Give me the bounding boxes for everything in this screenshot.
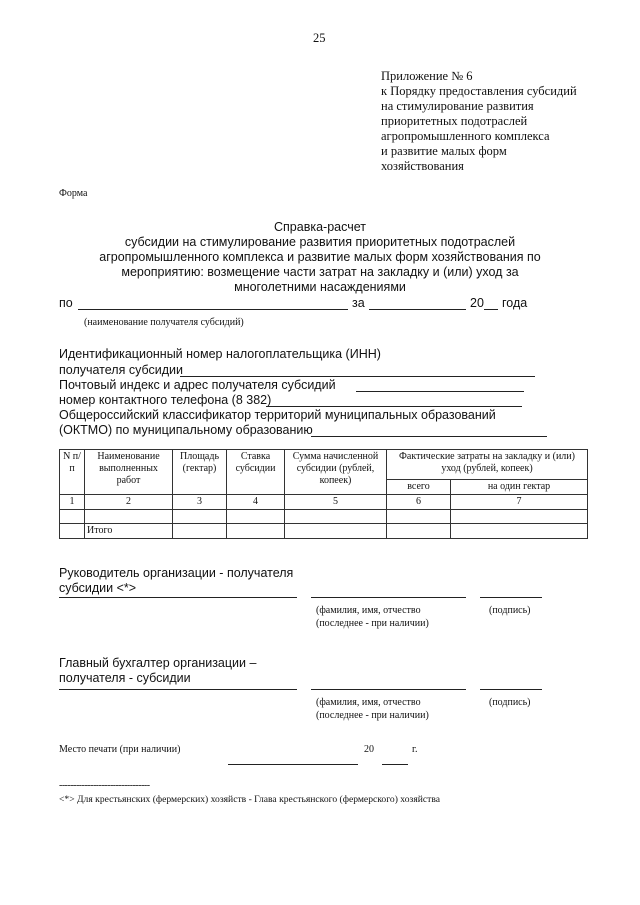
stamp-label: Место печати (при наличии) xyxy=(59,744,181,755)
period-za: за xyxy=(352,296,365,310)
year-line[interactable] xyxy=(484,309,498,310)
head-label: Руководитель организации - получателя xyxy=(59,566,294,580)
table-cell[interactable] xyxy=(60,510,85,524)
stamp-year-line[interactable] xyxy=(382,764,408,765)
col-number: 1 xyxy=(60,495,85,510)
footnote-separator: -------------------------------- xyxy=(59,780,150,791)
recipient-name-line[interactable] xyxy=(78,309,348,310)
recipient-caption: (наименование получателя субсидий) xyxy=(84,317,244,328)
col-number: 7 xyxy=(451,495,588,510)
table-row xyxy=(60,510,588,524)
total-label: Итого xyxy=(85,524,173,539)
table-cell[interactable] xyxy=(60,524,85,539)
header-per-ha: на один гектар xyxy=(451,480,588,495)
appendix-line: хозяйствования xyxy=(381,159,464,173)
period-line[interactable] xyxy=(369,309,466,310)
phone-label: номер контактного телефона (8 382) xyxy=(59,393,272,407)
page-number: 25 xyxy=(313,31,326,45)
inn-label-2: получателя субсидии xyxy=(59,363,183,377)
table-cell[interactable] xyxy=(387,524,451,539)
accountant-label-2: получателя - субсидии xyxy=(59,671,191,685)
fio-caption: (фамилия, имя, отчество xyxy=(316,605,421,616)
head-sign-line[interactable] xyxy=(480,597,542,598)
sign-caption: (подпись) xyxy=(489,697,531,708)
table-column-numbers-row xyxy=(60,495,588,510)
fio-caption-2: (последнее - при наличии) xyxy=(316,710,429,721)
col-number: 5 xyxy=(285,495,387,510)
table-total-row xyxy=(60,524,588,539)
table-cell[interactable] xyxy=(173,524,227,539)
accountant-label: Главный бухгалтер организации – xyxy=(59,656,257,670)
header-num: N п/п xyxy=(60,450,85,495)
title-line: Справка-расчет xyxy=(274,220,366,234)
fio-caption: (фамилия, имя, отчество xyxy=(316,697,421,708)
stamp-date-line[interactable] xyxy=(228,764,358,765)
table-cell[interactable] xyxy=(85,510,173,524)
accountant-position-line[interactable] xyxy=(59,689,297,690)
appendix-line: на стимулирование развития xyxy=(381,99,534,113)
stamp-year-prefix: 20 xyxy=(364,744,374,755)
table-cell[interactable] xyxy=(285,510,387,524)
footnote-text: <*> Для крестьянских (фермерских) хозяйств - Глава крестьянского (фермерского) хозяйства xyxy=(59,794,440,805)
col-number: 6 xyxy=(387,495,451,510)
title-line: многолетними насаждениями xyxy=(234,280,406,294)
period-po: по xyxy=(59,296,73,310)
table-cell[interactable] xyxy=(451,524,588,539)
head-label-2: субсидии <*> xyxy=(59,581,137,595)
title-line: субсидии на стимулирование развития приоритетных подотраслей xyxy=(124,235,516,249)
oktmo-label-2: (ОКТМО) по муниципальному образованию xyxy=(59,423,313,437)
table-cell[interactable] xyxy=(387,510,451,524)
appendix-line: и развитие малых форм xyxy=(381,144,507,158)
table-cell[interactable] xyxy=(451,510,588,524)
header-costs: Фактические затраты на закладку и (или) уход (рублей, копеек) xyxy=(387,450,588,480)
fio-caption-2: (последнее - при наличии) xyxy=(316,618,429,629)
inn-label: Идентификационный номер налогоплательщика (ИНН) xyxy=(59,347,381,361)
period-year-suffix: года xyxy=(502,296,528,310)
table-cell[interactable] xyxy=(285,524,387,539)
appendix-line: Приложение № 6 xyxy=(381,69,473,83)
phone-line[interactable] xyxy=(266,406,522,407)
header-sum: Сумма начисленной субсидии (рублей, копеек) xyxy=(285,450,387,495)
accountant-sign-line[interactable] xyxy=(480,689,542,690)
header-rate: Ставка субсидии xyxy=(227,450,285,495)
inn-line[interactable] xyxy=(180,376,535,377)
period-year-prefix: 20 xyxy=(470,296,484,310)
header-area: Площадь (гектар) xyxy=(173,450,227,495)
stamp-year-suffix: г. xyxy=(412,744,418,755)
table-cell[interactable] xyxy=(227,510,285,524)
sign-caption: (подпись) xyxy=(489,605,531,616)
appendix-line: приоритетных подотраслей xyxy=(381,114,528,128)
col-number: 4 xyxy=(227,495,285,510)
header-work: Наименование выполненных работ xyxy=(85,450,173,495)
col-number: 3 xyxy=(173,495,227,510)
header-total: всего xyxy=(387,480,451,495)
table-cell[interactable] xyxy=(227,524,285,539)
address-label: Почтовый индекс и адрес получателя субсидий xyxy=(59,378,336,392)
oktmo-label: Общероссийский классификатор территорий муниципальных образований xyxy=(59,408,496,422)
accountant-fio-line[interactable] xyxy=(311,689,466,690)
address-line[interactable] xyxy=(356,391,524,392)
table-header-row xyxy=(60,450,588,480)
table-cell[interactable] xyxy=(173,510,227,524)
appendix-line: к Порядку предоставления субсидий xyxy=(381,84,577,98)
form-label: Форма xyxy=(59,188,88,199)
head-fio-line[interactable] xyxy=(311,597,466,598)
oktmo-line[interactable] xyxy=(311,436,547,437)
title-line: мероприятию: возмещение части затрат на закладку и (или) уход за xyxy=(121,265,519,279)
title-line: агропромышленного комплекса и развитие малых форм хозяйствования по xyxy=(99,250,541,264)
appendix-line: агропромышленного комплекса xyxy=(381,129,550,143)
head-position-line[interactable] xyxy=(59,597,297,598)
calculation-table xyxy=(59,449,588,539)
col-number: 2 xyxy=(85,495,173,510)
